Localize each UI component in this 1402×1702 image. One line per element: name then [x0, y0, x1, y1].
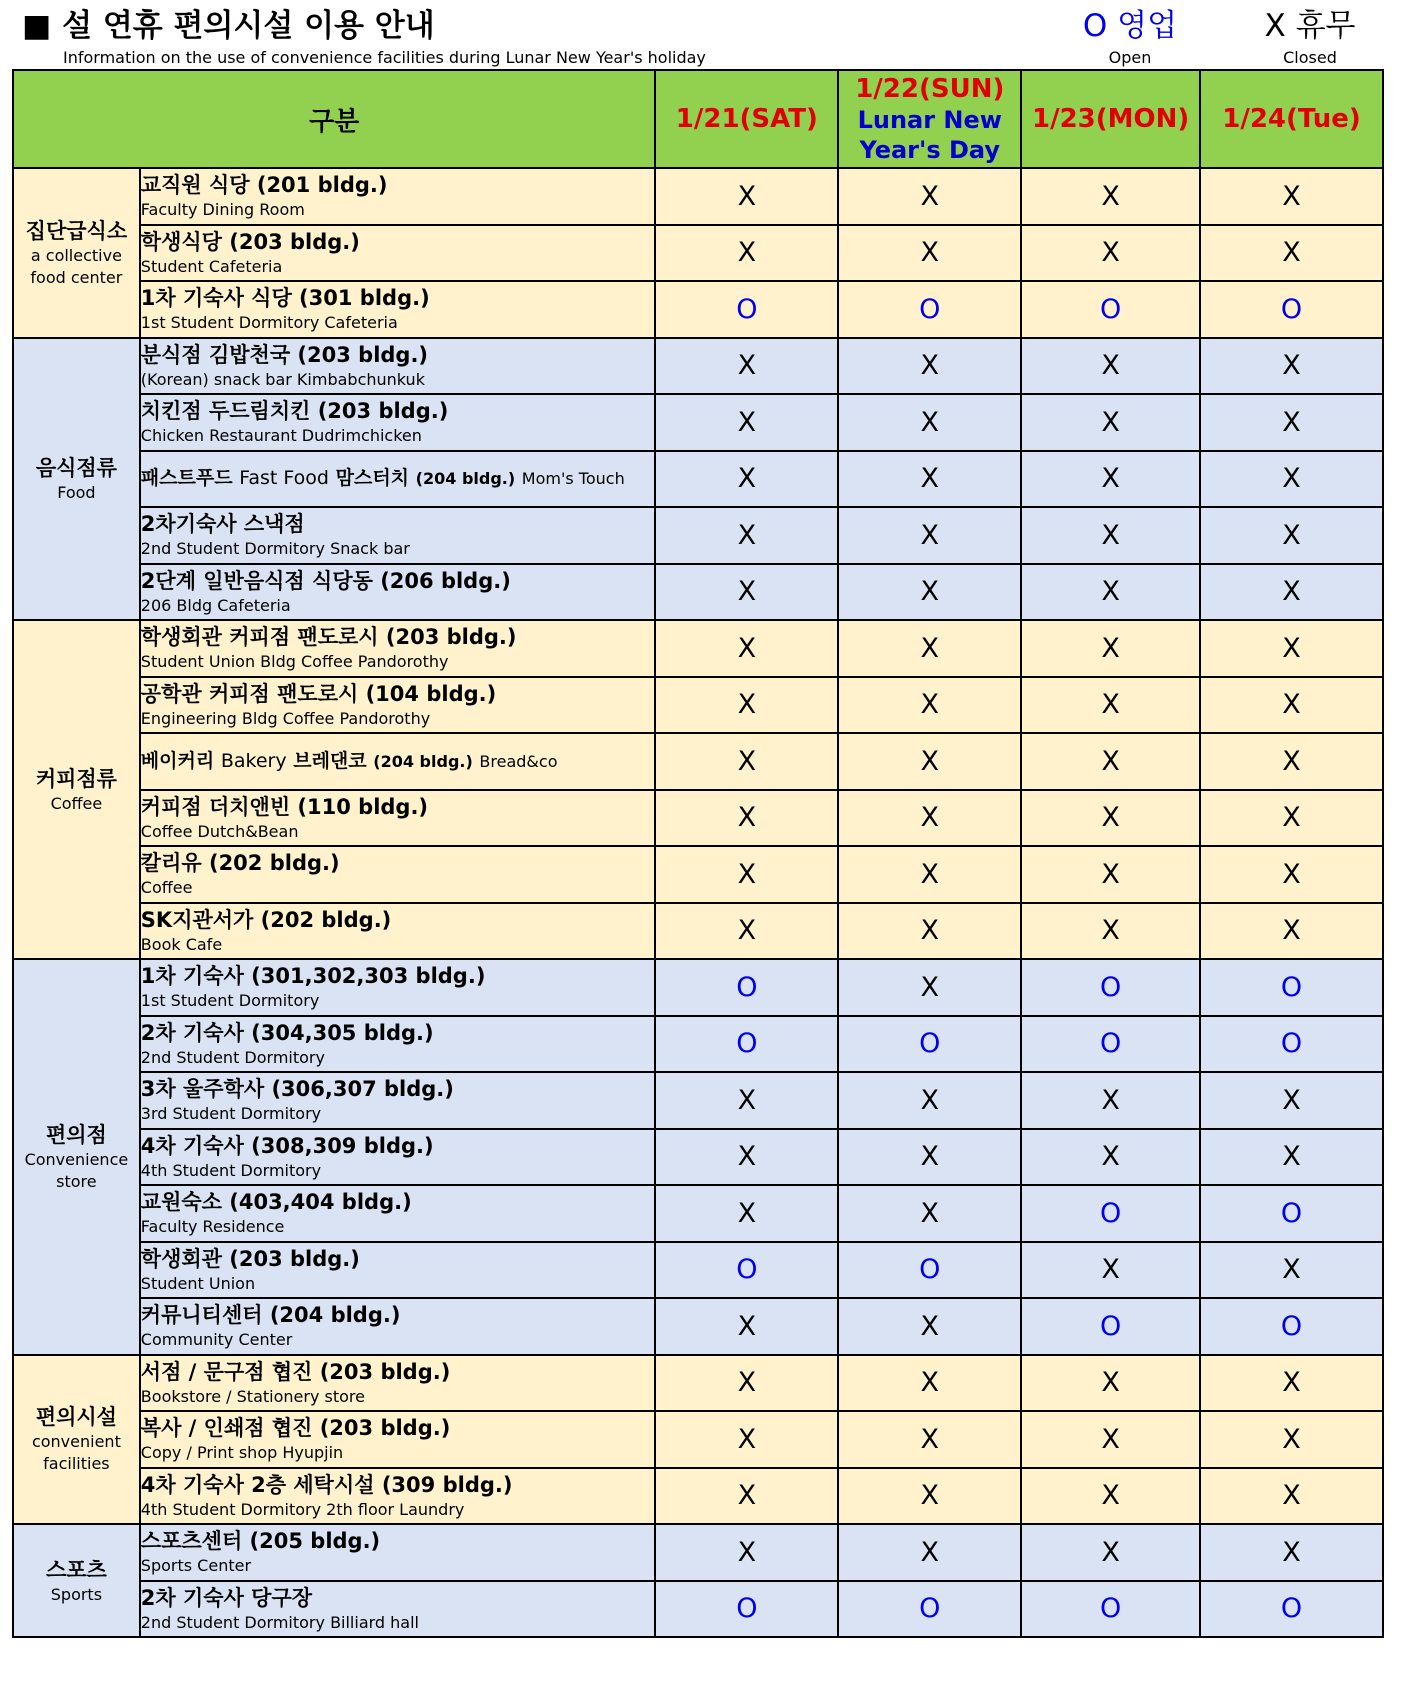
facility-cell	[140, 1468, 656, 1525]
facility-cell	[140, 1016, 656, 1073]
facility-name-ko: 2차 기숙사 (304,305 bldg.)	[140, 1020, 434, 1045]
column-header-date	[655, 70, 838, 168]
table-row	[13, 620, 1383, 677]
status-closed: X	[1200, 338, 1383, 395]
table-row	[13, 1411, 1383, 1468]
facility-name-en: Coffee	[140, 878, 193, 898]
status-open: O	[1021, 1016, 1200, 1073]
status-closed: X	[838, 394, 1021, 451]
facility-name-part: Bread&co	[479, 751, 558, 771]
table-row	[13, 1129, 1383, 1186]
facility-name-en: 4th Student Dormitory 2th floor Laundry	[140, 1499, 465, 1519]
category-name-en: Food	[57, 482, 96, 502]
status-closed: X	[838, 1129, 1021, 1186]
facility-name-ko: 공학관 커피점 팬도로시 (104 bldg.)	[140, 681, 497, 706]
facility-cell	[140, 677, 656, 734]
date-label: 1/23(MON)	[1032, 104, 1190, 134]
facility-cell	[140, 281, 656, 338]
table-row	[13, 1355, 1383, 1412]
facility-name-en: 206 Bldg Cafeteria	[140, 595, 291, 615]
status-closed: X	[1200, 564, 1383, 621]
status-closed: X	[838, 790, 1021, 847]
facility-name-ko: 2차기숙사 스낵점	[140, 512, 305, 537]
column-header-date	[838, 70, 1021, 168]
category-name-en: Sports	[50, 1584, 103, 1604]
status-closed: X	[1200, 507, 1383, 564]
facility-name-en: 1st Student Dormitory Cafeteria	[140, 313, 398, 333]
status-closed: X	[655, 507, 838, 564]
status-closed: X	[1021, 168, 1200, 225]
facility-name-en: Student Union	[140, 1273, 256, 1293]
table-row	[13, 1072, 1383, 1129]
facility-name-ko: 칼리유 (202 bldg.)	[140, 851, 340, 876]
header-row	[13, 70, 1383, 168]
category-cell	[13, 959, 140, 1355]
facility-name-ko: 복사 / 인쇄점 협진 (203 bldg.)	[140, 1416, 451, 1441]
table-row	[13, 451, 1383, 508]
status-closed: X	[838, 451, 1021, 508]
facility-name-ko: 서점 / 문구점 협진 (203 bldg.)	[140, 1359, 451, 1384]
table-row	[13, 959, 1383, 1016]
table-row	[13, 507, 1383, 564]
status-closed: X	[655, 564, 838, 621]
facility-cell	[140, 394, 656, 451]
table-row	[13, 225, 1383, 282]
status-closed: X	[1200, 394, 1383, 451]
status-closed: X	[655, 225, 838, 282]
status-closed: X	[838, 1298, 1021, 1355]
status-closed: X	[1021, 733, 1200, 790]
facility-name-ko: 2단계 일반음식점 식당동 (206 bldg.)	[140, 568, 511, 593]
facility-name	[141, 467, 625, 489]
holiday-label: Lunar New Year's Day	[857, 106, 1002, 164]
status-closed: X	[1200, 846, 1383, 903]
facility-cell	[140, 846, 656, 903]
status-closed: X	[838, 620, 1021, 677]
status-closed: X	[838, 1355, 1021, 1412]
status-open: O	[838, 1242, 1021, 1299]
status-closed: X	[1200, 1072, 1383, 1129]
status-closed: X	[1021, 620, 1200, 677]
status-closed: X	[1200, 1524, 1383, 1581]
facility-name-en: 2nd Student Dormitory	[140, 1047, 325, 1067]
status-closed: X	[655, 903, 838, 960]
status-closed: X	[1200, 1129, 1383, 1186]
legend-open	[1050, 6, 1210, 68]
facility-name-en: Faculty Dining Room	[140, 200, 305, 220]
legend-closed-symbol: X 휴무	[1264, 8, 1356, 44]
status-open: O	[1200, 1298, 1383, 1355]
status-closed: X	[1021, 451, 1200, 508]
facility-cell	[140, 620, 656, 677]
facility-name-part: 맘스터치	[335, 467, 410, 490]
status-closed: X	[655, 1524, 838, 1581]
status-closed: X	[655, 1129, 838, 1186]
facility-name-ko: 치킨점 두드림치킨 (203 bldg.)	[140, 399, 449, 424]
status-closed: X	[1200, 1355, 1383, 1412]
status-closed: X	[1021, 394, 1200, 451]
status-closed: X	[655, 846, 838, 903]
facility-cell	[140, 225, 656, 282]
category-name-ko: 집단급식소	[25, 218, 128, 243]
status-open: O	[1200, 281, 1383, 338]
status-open: O	[838, 281, 1021, 338]
status-closed: X	[1021, 1355, 1200, 1412]
facility-name-part: 패스트푸드	[140, 467, 233, 490]
page-title: ■ 설 연휴 편의시설 이용 안내	[22, 8, 435, 44]
facility-name-en: 1st Student Dormitory	[140, 991, 320, 1011]
status-closed: X	[1021, 790, 1200, 847]
facility-cell	[140, 168, 656, 225]
table-row	[13, 790, 1383, 847]
status-closed: X	[838, 1524, 1021, 1581]
facility-name-en: Copy / Print shop Hyupjin	[140, 1443, 344, 1463]
category-name-ko: 편의점	[45, 1122, 107, 1147]
status-open: O	[1021, 1581, 1200, 1638]
facility-cell	[140, 338, 656, 395]
category-name-ko: 커피점류	[35, 766, 117, 791]
facility-cell	[140, 1185, 656, 1242]
facility-name	[141, 750, 558, 772]
column-header-date	[1200, 70, 1383, 168]
facility-name-ko: 교원숙소 (403,404 bldg.)	[140, 1190, 412, 1215]
facility-name-en: Student Cafeteria	[140, 256, 283, 276]
status-open: O	[1021, 1185, 1200, 1242]
table-row	[13, 1524, 1383, 1581]
facility-cell	[140, 959, 656, 1016]
status-closed: X	[838, 338, 1021, 395]
status-closed: X	[1021, 1129, 1200, 1186]
status-closed: X	[655, 1411, 838, 1468]
table-row	[13, 733, 1383, 790]
status-closed: X	[655, 790, 838, 847]
status-closed: X	[655, 1185, 838, 1242]
category-cell	[13, 1355, 140, 1525]
status-closed: X	[838, 1185, 1021, 1242]
facility-name-en: 3rd Student Dormitory	[140, 1104, 322, 1124]
facility-name-ko: 교직원 식당 (201 bldg.)	[140, 173, 388, 198]
status-open: O	[1200, 1581, 1383, 1638]
status-open: O	[838, 1016, 1021, 1073]
facility-cell	[140, 733, 656, 790]
category-name-ko: 음식점류	[35, 455, 117, 480]
facility-name-en: 2nd Student Dormitory Snack bar	[140, 539, 410, 559]
facility-name-part: 베이커리	[140, 749, 215, 772]
facility-name-part: Fast Food	[239, 467, 329, 490]
status-open: O	[1200, 1185, 1383, 1242]
facility-cell	[140, 903, 656, 960]
facility-name-ko: 학생회관 (203 bldg.)	[140, 1246, 360, 1271]
status-closed: X	[655, 168, 838, 225]
status-closed: X	[1200, 790, 1383, 847]
facility-name-ko: 학생식당 (203 bldg.)	[140, 229, 360, 254]
status-closed: X	[655, 338, 838, 395]
status-open: O	[655, 1242, 838, 1299]
category-name-en: Coffee	[50, 793, 103, 813]
status-closed: X	[655, 1468, 838, 1525]
status-closed: X	[838, 507, 1021, 564]
category-cell	[13, 1524, 140, 1637]
facility-name-part: Bakery	[220, 749, 287, 772]
status-open: O	[655, 959, 838, 1016]
status-closed: X	[1021, 1242, 1200, 1299]
legend-closed-label: Closed	[1283, 48, 1337, 67]
schedule-body	[13, 168, 1383, 1637]
facility-name-en: 4th Student Dormitory	[140, 1160, 322, 1180]
facility-cell	[140, 1355, 656, 1412]
status-closed: X	[655, 1355, 838, 1412]
status-closed: X	[838, 959, 1021, 1016]
facility-cell	[140, 1411, 656, 1468]
facility-name-ko: 커뮤니티센터 (204 bldg.)	[140, 1303, 401, 1328]
table-row	[13, 168, 1383, 225]
table-row	[13, 903, 1383, 960]
status-closed: X	[1200, 451, 1383, 508]
status-closed: X	[1021, 1072, 1200, 1129]
facility-cell	[140, 1242, 656, 1299]
table-row	[13, 1016, 1383, 1073]
status-closed: X	[838, 225, 1021, 282]
status-closed: X	[655, 1298, 838, 1355]
status-closed: X	[1021, 225, 1200, 282]
status-closed: X	[1200, 1242, 1383, 1299]
table-row	[13, 1242, 1383, 1299]
status-open: O	[655, 1581, 838, 1638]
legend-open-symbol: O 영업	[1082, 8, 1178, 44]
status-closed: X	[655, 733, 838, 790]
status-closed: X	[838, 846, 1021, 903]
page-subtitle: Information on the use of convenience facilities during Lunar New Year's holiday	[63, 48, 706, 67]
date-label: 1/21(SAT)	[675, 104, 818, 134]
facility-cell	[140, 1581, 656, 1638]
facility-name-part: Mom's Touch	[521, 469, 625, 489]
status-closed: X	[655, 677, 838, 734]
status-closed: X	[1200, 677, 1383, 734]
status-closed: X	[1200, 903, 1383, 960]
status-closed: X	[1021, 1411, 1200, 1468]
facility-name-part: 브레댄코	[293, 749, 367, 772]
status-closed: X	[1200, 620, 1383, 677]
status-closed: X	[1021, 903, 1200, 960]
facility-name-en: Community Center	[140, 1330, 293, 1350]
facility-name-en: Student Union Bldg Coffee Pandorothy	[140, 652, 449, 672]
status-closed: X	[838, 903, 1021, 960]
table-row	[13, 1185, 1383, 1242]
table-row	[13, 281, 1383, 338]
status-closed: X	[655, 1072, 838, 1129]
status-open: O	[838, 1581, 1021, 1638]
status-open: O	[655, 1016, 838, 1073]
table-row	[13, 1298, 1383, 1355]
category-name-ko: 스포츠	[45, 1557, 107, 1582]
status-closed: X	[1021, 677, 1200, 734]
status-open: O	[1021, 959, 1200, 1016]
facility-name-ko: 학생회관 커피점 팬도로시 (203 bldg.)	[140, 625, 517, 650]
status-closed: X	[838, 564, 1021, 621]
facility-name-en: Faculty Residence	[140, 1217, 285, 1237]
category-name-en: Convenience store	[24, 1149, 129, 1191]
status-closed: X	[838, 677, 1021, 734]
legend-open-label: Open	[1108, 48, 1152, 67]
facility-name-en: Sports Center	[140, 1556, 252, 1576]
facility-name-en: Book Cafe	[140, 934, 223, 954]
status-closed: X	[655, 620, 838, 677]
facility-cell	[140, 790, 656, 847]
table-row	[13, 846, 1383, 903]
facility-name-ko: 커피점 더치앤빈 (110 bldg.)	[140, 794, 429, 819]
facility-name-ko: 2차 기숙사 당구장	[140, 1585, 313, 1610]
facility-cell	[140, 1298, 656, 1355]
category-cell	[13, 338, 140, 621]
status-open: O	[1021, 1298, 1200, 1355]
status-closed: X	[1200, 733, 1383, 790]
facility-name-part: (204 bldg.)	[415, 469, 516, 489]
status-closed: X	[1021, 1524, 1200, 1581]
facility-cell	[140, 1129, 656, 1186]
status-closed: X	[838, 733, 1021, 790]
facility-name-en: Engineering Bldg Coffee Pandorothy	[140, 708, 431, 728]
status-closed: X	[1021, 1468, 1200, 1525]
facility-name-ko: 4차 기숙사 2층 세탁시설 (309 bldg.)	[140, 1472, 513, 1497]
status-closed: X	[1021, 846, 1200, 903]
facility-cell	[140, 1524, 656, 1581]
table-row	[13, 564, 1383, 621]
facility-name-ko: 1차 기숙사 식당 (301 bldg.)	[140, 286, 430, 311]
facility-cell	[140, 507, 656, 564]
table-row	[13, 394, 1383, 451]
category-name-en: convenient facilities	[31, 1432, 121, 1474]
facility-name-en: Chicken Restaurant Dudrimchicken	[140, 426, 422, 446]
facility-name-en: Coffee Dutch&Bean	[140, 821, 299, 841]
facility-name-en: (Korean) snack bar Kimbabchunkuk	[140, 369, 425, 389]
status-closed: X	[838, 1072, 1021, 1129]
status-open: O	[1200, 1016, 1383, 1073]
column-header-date	[1021, 70, 1200, 168]
status-closed: X	[838, 1411, 1021, 1468]
facility-name-part: (204 bldg.)	[373, 751, 473, 771]
status-closed: X	[1021, 564, 1200, 621]
status-closed: X	[1200, 1468, 1383, 1525]
date-label: 1/22(SUN)	[855, 74, 1005, 104]
status-closed: X	[655, 394, 838, 451]
facility-name-ko: 3차 울주학사 (306,307 bldg.)	[140, 1077, 454, 1102]
facility-cell	[140, 1072, 656, 1129]
status-closed: X	[1200, 1411, 1383, 1468]
table-row	[13, 1468, 1383, 1525]
facility-cell	[140, 451, 656, 508]
date-label: 1/24(Tue)	[1222, 104, 1361, 134]
table-row	[13, 338, 1383, 395]
category-cell	[13, 168, 140, 338]
facility-name-ko: 분식점 김밥천국 (203 bldg.)	[140, 342, 429, 367]
status-closed: X	[1200, 225, 1383, 282]
column-header-category: 구분	[13, 70, 655, 168]
facility-name-ko: 1차 기숙사 (301,302,303 bldg.)	[140, 964, 486, 989]
status-open: O	[1200, 959, 1383, 1016]
facility-name-ko: 스포츠센터 (205 bldg.)	[140, 1529, 381, 1554]
category-name-en: a collective food center	[30, 245, 123, 287]
facility-name-ko: 4차 기숙사 (308,309 bldg.)	[140, 1133, 434, 1158]
facility-name-en: 2nd Student Dormitory Billiard hall	[140, 1612, 419, 1632]
category-name-ko: 편의시설	[35, 1405, 117, 1430]
legend-closed	[1230, 6, 1390, 68]
status-open: O	[655, 281, 838, 338]
schedule-table	[12, 69, 1384, 1638]
status-closed: X	[655, 451, 838, 508]
status-closed: X	[1021, 507, 1200, 564]
status-closed: X	[838, 1468, 1021, 1525]
status-open: O	[1021, 281, 1200, 338]
facility-cell	[140, 564, 656, 621]
status-closed: X	[838, 168, 1021, 225]
facility-name-en: Bookstore / Stationery store	[140, 1386, 365, 1406]
status-closed: X	[1200, 168, 1383, 225]
table-row	[13, 1581, 1383, 1638]
facility-name-ko: SK지관서가 (202 bldg.)	[140, 907, 392, 932]
category-cell	[13, 620, 140, 959]
status-closed: X	[1021, 338, 1200, 395]
table-row	[13, 677, 1383, 734]
title-area	[0, 0, 1402, 70]
